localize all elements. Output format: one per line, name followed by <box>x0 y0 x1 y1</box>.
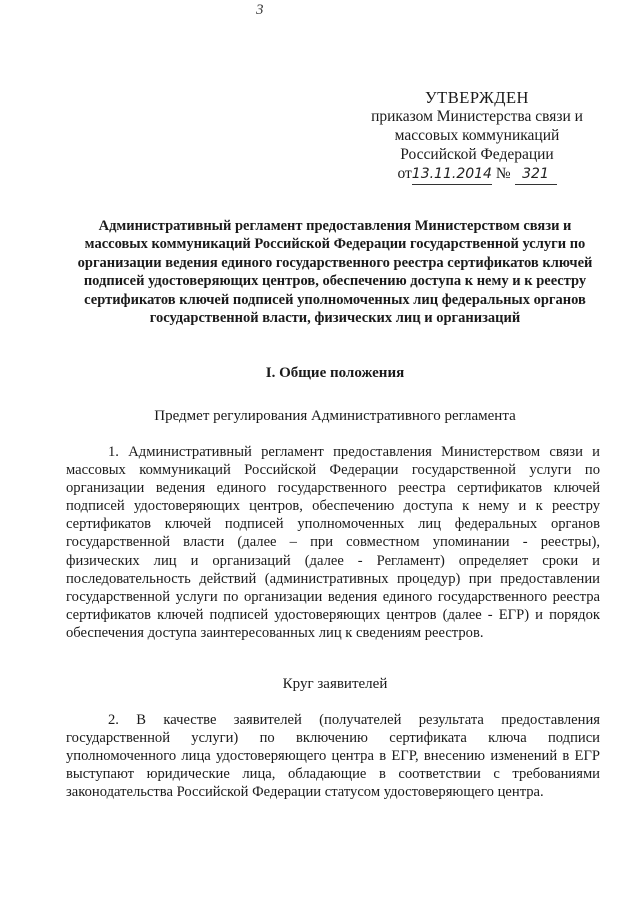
approval-line-2: массовых коммуникаций <box>394 127 560 144</box>
approval-title: УТВЕРЖДЕН <box>425 88 529 107</box>
handwritten-date: 13.11.2014 <box>412 165 492 185</box>
paragraph-2: 2. В качестве заявителей (получателей результата предоставления государственной услуги) по включению сертификата ключа подписи уполномоченного лица удостоверяющего центра в ЕГР, внесению изменений в ЕГР выступают юридические лица, обладающие в соответствии с требованиями законодательства Российской Федерации статусом удостоверяющего центра. <box>66 712 600 801</box>
approval-line-3: Российской Федерации <box>400 146 554 163</box>
paragraph-1: 1. Административный регламент предоставления Министерством связи и массовых коммуникаций Российской Федерации государственной услуги по организации ведения единого государственного реестра сертификатов ключей подписей удостоверяющих центров, обеспечению доступа к нему и к реестру сертификатов ключей подписей уполномоченных лиц федеральных органов государственной власти (далее – при совместном упоминании - реестры), физических лиц и организаций (далее - Регламент) определяет сроки и последовательность действий (административных процедур) при предоставлении государственной услуги по организации ведения единого государственного реестра сертификатов ключей подписей удостоверяющих центров (далее - ЕГР) и порядок обеспечения доступа заинтересованных лиц к сведениям реестров. <box>66 444 600 641</box>
approval-block <box>352 88 602 185</box>
section-heading: I. Общие положения <box>265 365 405 381</box>
number-label: № <box>495 165 511 182</box>
approval-line-1: приказом Министерства связи и <box>371 108 583 125</box>
handwritten-number: 321 <box>515 165 557 185</box>
subheading-subject: Предмет регулирования Административного регламента <box>154 408 516 424</box>
from-label: от <box>397 165 412 182</box>
subheading-applicants: Круг заявителей <box>282 676 388 692</box>
page-number: 3 <box>256 2 264 18</box>
order-date-number-line <box>352 164 602 185</box>
document-title: Административный регламент предоставления Министерством связи и массовых коммуникаций Российской Федерации государственной услуги по организации ведения единого государственного реестра сертификатов ключей подписей удостоверяющих центров, обеспечению доступа к нему и к реестру сертификатов ключей подписей уполномоченных лиц федеральных органов государственной власти, физических лиц и организаций <box>77 218 593 327</box>
